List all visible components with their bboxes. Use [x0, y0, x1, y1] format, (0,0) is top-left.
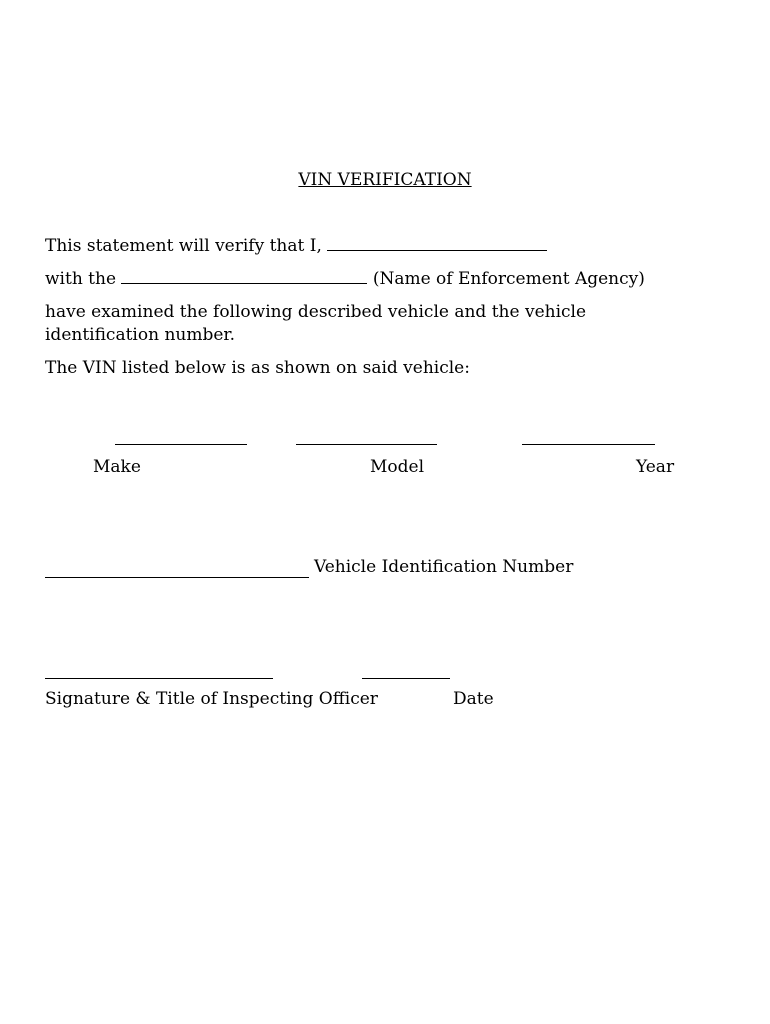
- statement-line-5: The VIN listed below is as shown on said vehicle:: [45, 358, 470, 378]
- document-title: VIN VERIFICATION: [298, 170, 472, 190]
- officer-name-blank[interactable]: [327, 236, 547, 251]
- model-blank[interactable]: [296, 443, 437, 445]
- year-label: Year: [636, 457, 675, 477]
- statement-line-1-text: This statement will verify that I,: [45, 236, 322, 256]
- statement-line-1: [45, 236, 547, 256]
- agency-name-blank[interactable]: [121, 269, 367, 284]
- statement-line-4: identification number.: [45, 325, 236, 345]
- model-label: Model: [370, 457, 425, 477]
- signature-blank[interactable]: [45, 677, 273, 679]
- statement-line-3: have examined the following described vehicle and the vehicle: [45, 302, 587, 322]
- make-label: Make: [93, 457, 141, 477]
- vin-label: Vehicle Identification Number: [314, 557, 574, 577]
- year-blank[interactable]: [522, 443, 655, 445]
- make-blank[interactable]: [115, 443, 247, 445]
- date-label: Date: [453, 689, 494, 709]
- date-blank[interactable]: [362, 677, 450, 679]
- statement-line-2-prefix: with the: [45, 269, 117, 289]
- statement-line-2-suffix: (Name of Enforcement Agency): [372, 269, 645, 289]
- signature-label: Signature & Title of Inspecting Officer: [45, 689, 378, 709]
- statement-line-2: [45, 269, 645, 289]
- vin-blank[interactable]: [45, 576, 309, 578]
